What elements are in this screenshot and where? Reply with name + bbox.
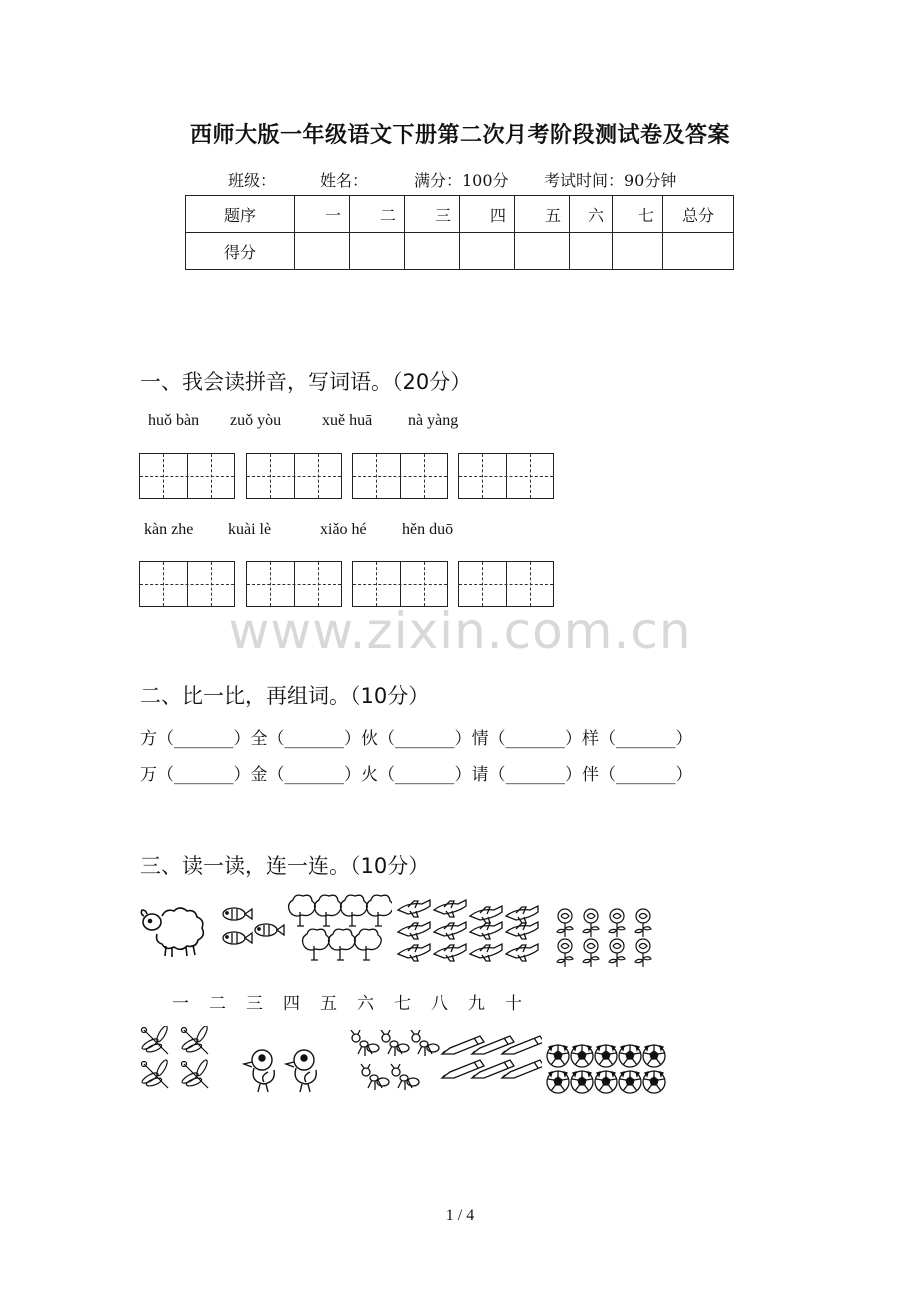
- numeral: 七: [394, 994, 411, 1014]
- trees-picture: [286, 894, 392, 964]
- header-cell: 七: [613, 196, 663, 233]
- word-row: 万（_______）金（_______）火（_______）请（_______）伴（_______）: [140, 765, 693, 785]
- numeral: 三: [246, 994, 263, 1014]
- writing-grid[interactable]: [139, 453, 235, 499]
- header-cell: 四: [460, 196, 515, 233]
- score-cell[interactable]: [663, 233, 734, 270]
- word-row: 方（_______）全（_______）伙（_______）情（_______）样（_______）: [140, 729, 693, 749]
- header-cell: 二: [350, 196, 405, 233]
- writing-grid[interactable]: [458, 453, 554, 499]
- writing-grid[interactable]: [246, 453, 342, 499]
- dragonflies-picture: [140, 1026, 226, 1094]
- page-title: 西师大版一年级语文下册第二次月考阶段测试卷及答案: [189, 123, 730, 148]
- full-score: 满分：100分: [414, 171, 509, 190]
- score-table-header-row: [186, 196, 734, 233]
- score-cell[interactable]: [295, 233, 350, 270]
- pinyin-label: xuě huā: [322, 412, 373, 429]
- numeral: 四: [283, 994, 300, 1014]
- writing-grid[interactable]: [352, 453, 448, 499]
- writing-grid[interactable]: [246, 561, 342, 607]
- page-number: 1 / 4: [445, 1207, 475, 1224]
- header-cell: 总分: [663, 196, 734, 233]
- score-cell[interactable]: [460, 233, 515, 270]
- airplanes-picture: [396, 898, 550, 968]
- numeral: 九: [468, 994, 485, 1014]
- header-cell: 题序: [186, 196, 295, 233]
- numeral: 五: [320, 994, 337, 1014]
- numeral: 八: [431, 994, 448, 1014]
- numeral: 十: [505, 994, 522, 1014]
- score-table-score-row: [186, 233, 734, 270]
- pinyin-label: hěn duō: [402, 521, 454, 538]
- numeral-row: [172, 989, 542, 1014]
- section3-heading: 三、读一读，连一连。（10分）: [140, 854, 430, 878]
- header-cell: 六: [570, 196, 613, 233]
- score-cell[interactable]: [570, 233, 613, 270]
- pinyin-label: xiǎo hé: [320, 521, 367, 538]
- score-cell[interactable]: [350, 233, 405, 270]
- watermark: www.zixin.com.cn: [228, 602, 692, 660]
- name-label: 姓名：: [320, 171, 369, 190]
- birds-picture: [238, 1046, 330, 1096]
- pinyin-label: kuài lè: [228, 521, 272, 538]
- ants-picture: [348, 1030, 440, 1096]
- section2-heading: 二、比一比，再组词。（10分）: [140, 684, 430, 708]
- numeral: 六: [357, 994, 374, 1014]
- header-cell: 五: [515, 196, 570, 233]
- numeral: 一: [172, 994, 189, 1014]
- roses-picture: [555, 908, 659, 970]
- pinyin-label: nà yàng: [408, 412, 459, 429]
- pinyin-label: zuǒ yòu: [230, 412, 282, 429]
- sheep-picture: [140, 902, 208, 958]
- pinyin-label: kàn zhe: [144, 521, 194, 538]
- numeral: 二: [209, 994, 226, 1014]
- section1-heading: 一、我会读拼音，写词语。（20分）: [140, 370, 472, 394]
- score-table: [185, 195, 734, 270]
- header-cell: 三: [405, 196, 460, 233]
- header-cell: 一: [295, 196, 350, 233]
- score-cell[interactable]: [405, 233, 460, 270]
- soccer-balls-picture: [546, 1044, 666, 1096]
- exam-time: 考试时间：90分钟: [544, 171, 677, 190]
- pencils-picture: [440, 1034, 542, 1094]
- score-cell[interactable]: [515, 233, 570, 270]
- writing-grid[interactable]: [139, 561, 235, 607]
- writing-grid[interactable]: [458, 561, 554, 607]
- writing-grid[interactable]: [352, 561, 448, 607]
- fish-picture: [218, 904, 286, 952]
- score-row-label: 得分: [186, 233, 295, 270]
- class-label: 班级：: [228, 171, 277, 190]
- score-cell[interactable]: [613, 233, 663, 270]
- pinyin-label: huǒ bàn: [148, 412, 200, 429]
